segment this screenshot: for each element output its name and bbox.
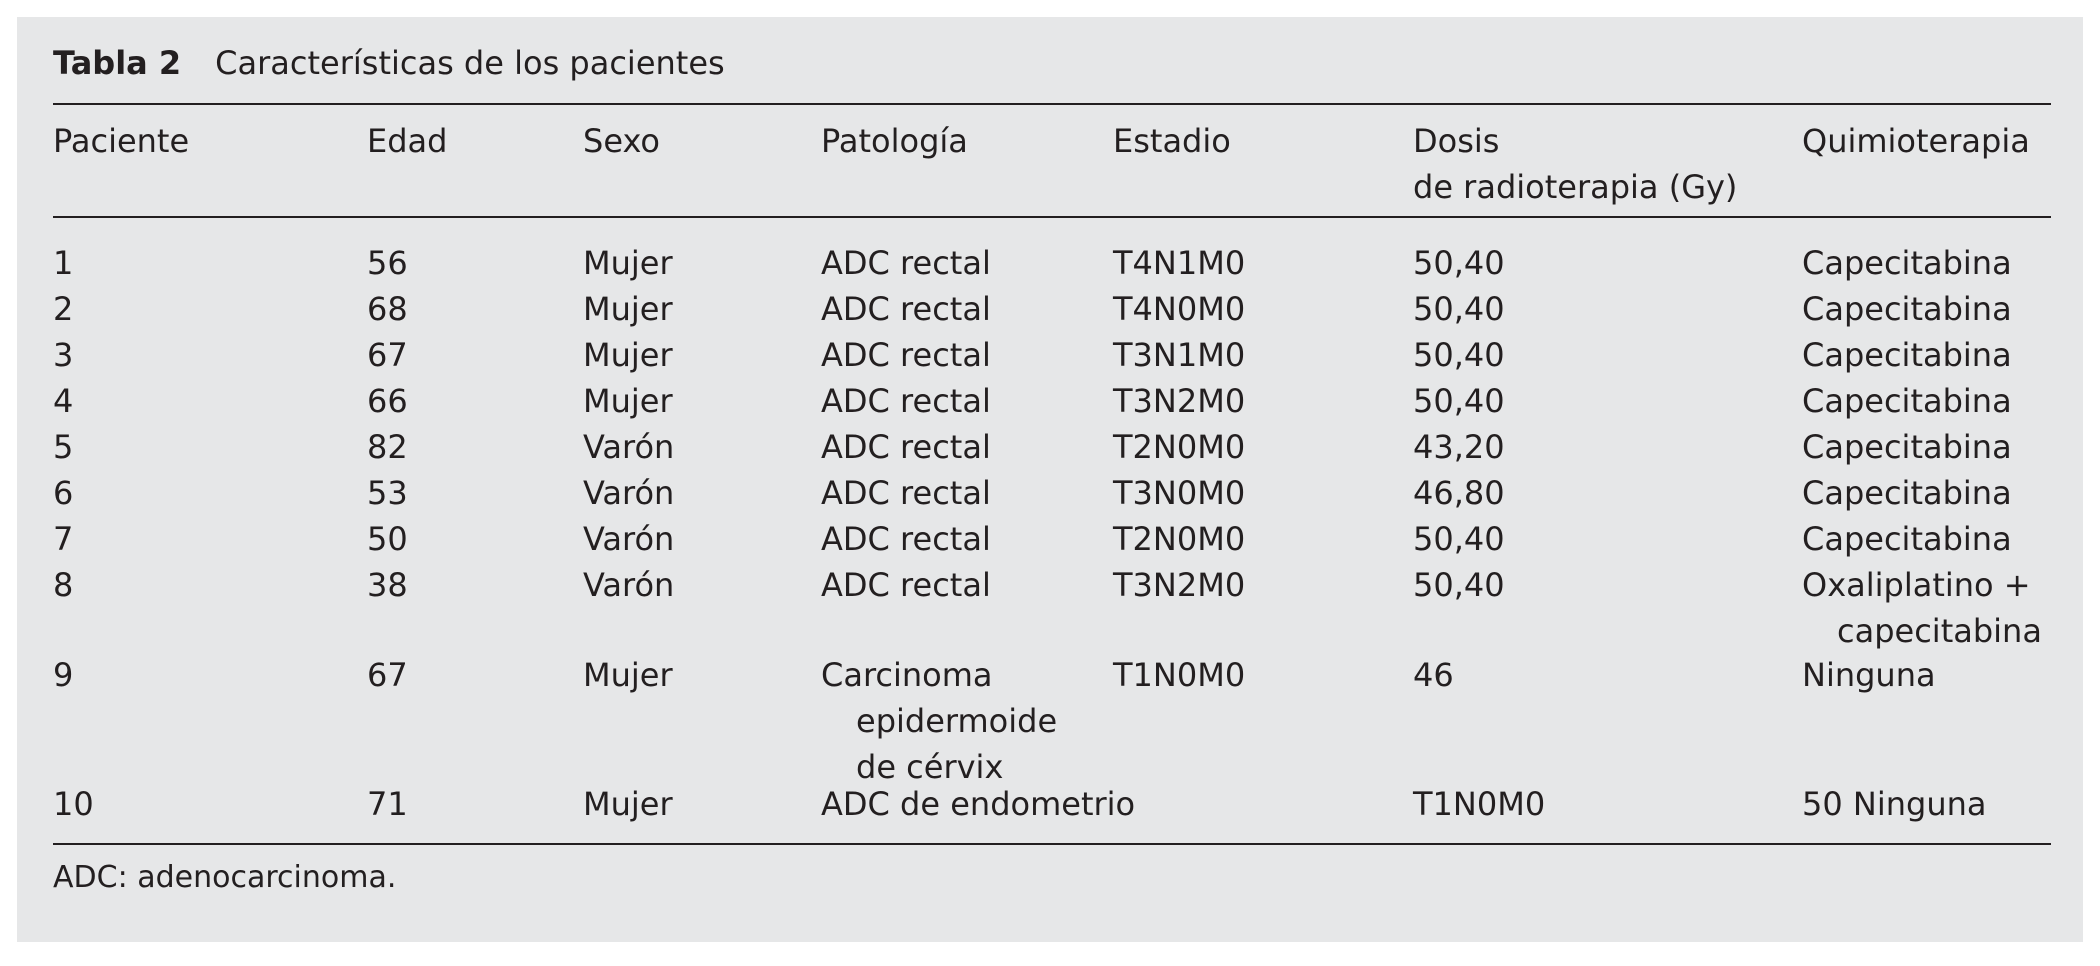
cell-quimioterapia: Capecitabina — [1802, 428, 2012, 466]
cell-paciente: 4 — [53, 382, 74, 420]
cell-estadio: T4N1M0 — [1113, 244, 1246, 282]
cell-patologia: ADC rectal — [821, 428, 991, 466]
cell-dosis: 43,20 — [1413, 428, 1505, 466]
header-quimioterapia: Quimioterapia — [1802, 122, 2030, 160]
cell-estadio: T2N0M0 — [1113, 520, 1246, 558]
header-rule — [53, 216, 2051, 218]
cell-quimioterapia: 50 Ninguna — [1802, 785, 1987, 823]
cell-quimioterapia: Capecitabina — [1802, 474, 2012, 512]
cell-paciente: 7 — [53, 520, 74, 558]
top-rule — [53, 103, 2051, 105]
cell-sexo: Varón — [583, 474, 675, 512]
cell-estadio: T3N2M0 — [1113, 382, 1246, 420]
cell-estadio: T2N0M0 — [1113, 428, 1246, 466]
cell-estadio: T4N0M0 — [1113, 290, 1246, 328]
cell-patologia: ADC rectal — [821, 382, 991, 420]
cell-quimioterapia: Capecitabina — [1802, 336, 2012, 374]
cell-patologia: ADC rectal — [821, 244, 991, 282]
cell-quimioterapia: Ninguna — [1802, 656, 1936, 694]
cell-paciente: 8 — [53, 566, 74, 604]
header-patologia: Patología — [821, 122, 968, 160]
cell-estadio: T3N0M0 — [1113, 474, 1246, 512]
cell-patologia: ADC rectal — [821, 290, 991, 328]
cell-paciente: 9 — [53, 656, 74, 694]
cell-sexo: Varón — [583, 566, 675, 604]
cell-edad: 66 — [367, 382, 408, 420]
cell-sexo: Mujer — [583, 382, 673, 420]
cell-paciente: 5 — [53, 428, 74, 466]
header-dosis-line2: de radioterapia (Gy) — [1413, 168, 1738, 206]
header-edad: Edad — [367, 122, 448, 160]
cell-patologia: epidermoide — [856, 702, 1058, 740]
cell-sexo: Mujer — [583, 244, 673, 282]
cell-edad: 68 — [367, 290, 408, 328]
cell-patologia: ADC rectal — [821, 474, 991, 512]
header-estadio: Estadio — [1113, 122, 1231, 160]
cell-sexo: Mujer — [583, 785, 673, 823]
cell-sexo: Varón — [583, 520, 675, 558]
cell-quimioterapia: Capecitabina — [1802, 290, 2012, 328]
header-sexo: Sexo — [583, 122, 660, 160]
cell-sexo: Mujer — [583, 290, 673, 328]
cell-paciente: 10 — [53, 785, 94, 823]
cell-edad: 82 — [367, 428, 408, 466]
cell-estadio: T1N0M0 — [1113, 656, 1246, 694]
cell-estadio: T3N2M0 — [1113, 566, 1246, 604]
cell-patologia: ADC rectal — [821, 520, 991, 558]
cell-edad: 67 — [367, 336, 408, 374]
cell-patologia: Carcinoma — [821, 656, 993, 694]
cell-patologia: ADC de endometrio — [821, 785, 1136, 823]
cell-quimioterapia: Capecitabina — [1802, 244, 2012, 282]
cell-quimioterapia: capecitabina — [1837, 612, 2042, 650]
cell-sexo: Mujer — [583, 336, 673, 374]
cell-patologia: ADC rectal — [821, 336, 991, 374]
header-dosis-line1: Dosis — [1413, 122, 1500, 160]
cell-edad: 38 — [367, 566, 408, 604]
cell-dosis: 50,40 — [1413, 382, 1505, 420]
cell-edad: 53 — [367, 474, 408, 512]
cell-edad: 67 — [367, 656, 408, 694]
cell-quimioterapia: Capecitabina — [1802, 382, 2012, 420]
cell-patologia: ADC rectal — [821, 566, 991, 604]
bottom-rule — [53, 843, 2051, 845]
table-footnote: ADC: adenocarcinoma. — [53, 860, 397, 895]
cell-dosis: 50,40 — [1413, 566, 1505, 604]
cell-edad: 56 — [367, 244, 408, 282]
cell-sexo: Varón — [583, 428, 675, 466]
cell-paciente: 6 — [53, 474, 74, 512]
cell-dosis: 46 — [1413, 656, 1454, 694]
cell-paciente: 1 — [53, 244, 74, 282]
cell-patologia: de cérvix — [856, 748, 1004, 786]
cell-paciente: 3 — [53, 336, 74, 374]
table-caption-label: Tabla 2 — [53, 44, 182, 82]
cell-dosis: 50,40 — [1413, 290, 1505, 328]
cell-quimioterapia: Oxaliplatino + — [1802, 566, 2031, 604]
cell-estadio: T3N1M0 — [1113, 336, 1246, 374]
table-caption-title: Características de los pacientes — [215, 44, 725, 82]
cell-dosis: 50,40 — [1413, 520, 1505, 558]
cell-dosis: 50,40 — [1413, 336, 1505, 374]
cell-sexo: Mujer — [583, 656, 673, 694]
table-caption — [53, 44, 725, 82]
cell-dosis: 50,40 — [1413, 244, 1505, 282]
cell-dosis: 46,80 — [1413, 474, 1505, 512]
cell-edad: 50 — [367, 520, 408, 558]
cell-edad: 71 — [367, 785, 408, 823]
cell-quimioterapia: Capecitabina — [1802, 520, 2012, 558]
cell-paciente: 2 — [53, 290, 74, 328]
header-paciente: Paciente — [53, 122, 190, 160]
cell-dosis: T1N0M0 — [1413, 785, 1546, 823]
